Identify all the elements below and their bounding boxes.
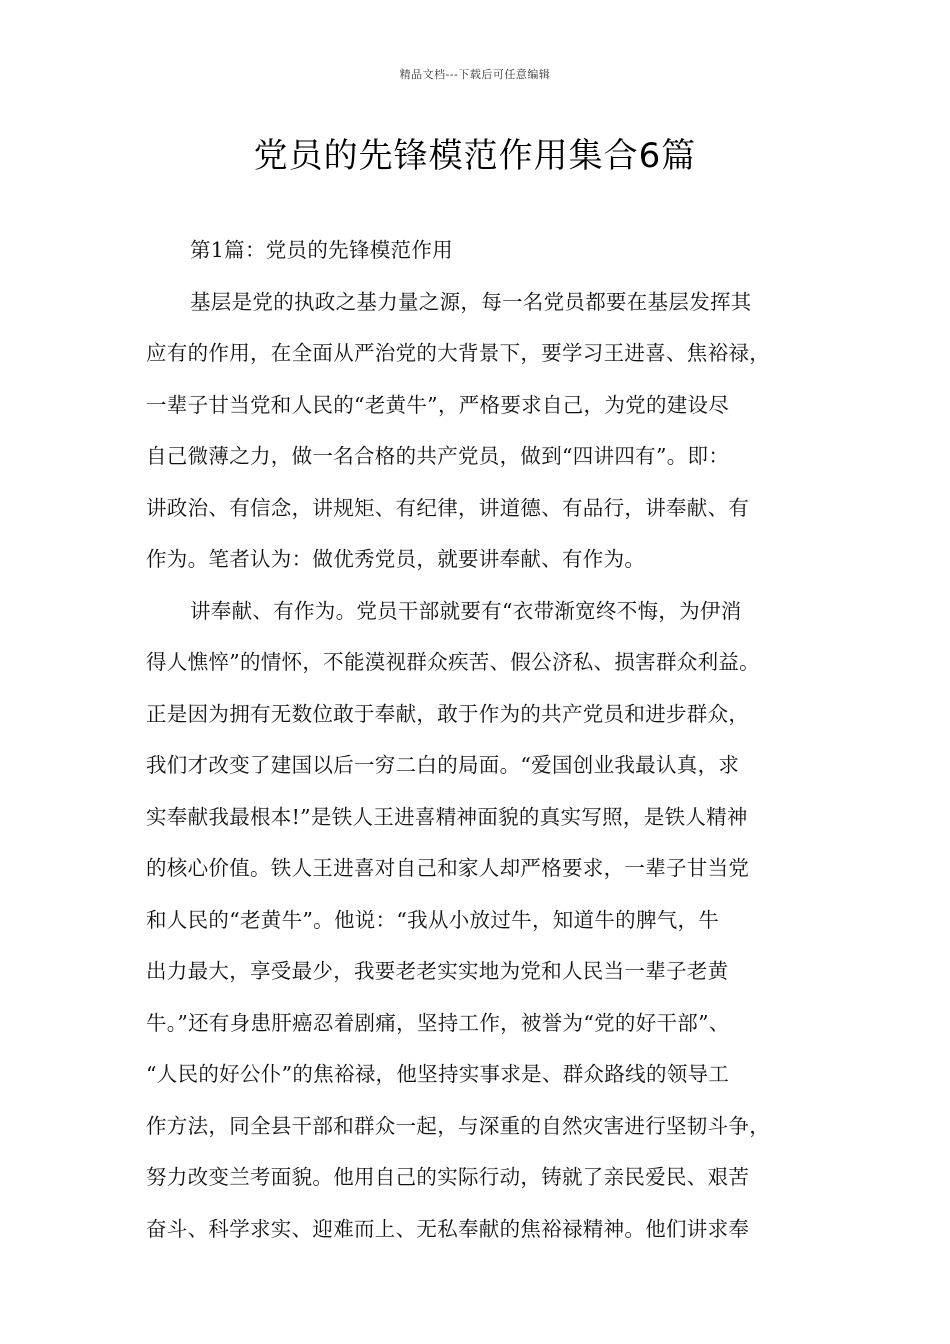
text-line: 基层是党的执政之基力量之源，每一名党员都要在基层发挥其 — [190, 289, 752, 314]
text-line: 第1篇：党员的先锋模范作用 — [190, 238, 453, 262]
text-line: 得人憔悴”的情怀，不能漠视群众疾苦、假公济私、损害群众利益。 — [146, 650, 760, 674]
document-title: 党员的先锋模范作用集合6篇 — [253, 136, 697, 176]
text-line: 自己微薄之力，做一名合格的共产党员，做到“四讲四有”。即： — [146, 444, 730, 468]
text-line: 和人民的“老黄牛”。他说：“我从小放过牛，知道牛的脾气，牛 — [146, 907, 720, 932]
text-line: 奋斗、科学求实、迎难而上、无私奉献的焦裕禄精神。他们讲求奉 — [146, 1216, 750, 1241]
text-line: 出力最大，享受最少，我要老老实实地为党和人民当一辈子老黄 — [146, 959, 729, 983]
text-line: 正是因为拥有无数位敢于奉献，敢于作为的共产党员和进步群众， — [146, 701, 750, 726]
text-line: 应有的作用，在全面从严治党的大背景下，要学习王进喜、焦裕禄， — [146, 341, 770, 365]
text-line: 我们才改变了建国以后一穷二白的局面。“爱国创业我最认真，求 — [146, 753, 740, 777]
header-note: 精品文档---下载后可任意编辑 — [399, 68, 551, 81]
text-line: 讲政治、有信念，讲规矩、有纪律，讲道德、有品行，讲奉献、有 — [146, 495, 750, 520]
text-line: 实奉献我最根本!”是铁人王进喜精神面貌的真实写照，是铁人精神 — [146, 804, 748, 829]
text-line: 作方法，同全县干部和群众一起，与深重的自然灾害进行坚韧斗争， — [146, 1113, 770, 1138]
document-body — [146, 234, 806, 1264]
text-line: 牛。”还有身患肝癌忍着剧痛，坚持工作，被誉为“党的好干部”、 — [146, 1010, 730, 1035]
text-line: “人民的好公仆”的焦裕禄，他坚持实事求是、群众路线的领导工 — [146, 1062, 730, 1086]
text-line: 的核心价值。铁人王进喜对自己和家人却严格要求，一辈子甘当党 — [146, 856, 750, 880]
text-line: 讲奉献、有作为。党员干部就要有“衣带渐宽终不悔，为伊消 — [190, 598, 742, 623]
text-line: 一辈子甘当党和人民的“老黄牛”，严格要求自己，为党的建设尽 — [146, 392, 730, 417]
text-line: 作为。笔者认为：做优秀党员，就要讲奉献、有作为。 — [146, 547, 646, 571]
text-line: 努力改变兰考面貌。他用自己的实际行动，铸就了亲民爱民、艰苦 — [146, 1165, 750, 1189]
